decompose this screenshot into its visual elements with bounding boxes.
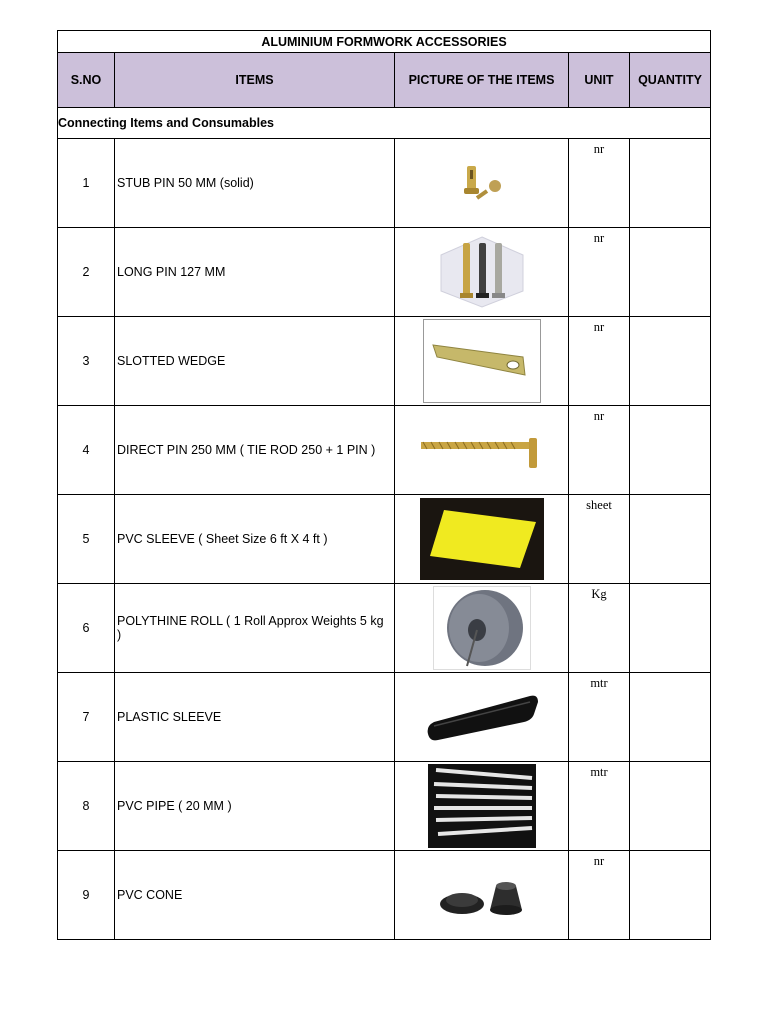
- row-unit: nr: [569, 139, 630, 228]
- section-row: [58, 108, 711, 139]
- row-picture: [395, 584, 569, 673]
- table-title: ALUMINIUM FORMWORK ACCESSORIES: [58, 31, 711, 53]
- stub-pin-photo: [447, 158, 517, 208]
- row-unit: sheet: [569, 495, 630, 584]
- row-picture: [395, 673, 569, 762]
- slotted-wedge-photo: [423, 319, 541, 403]
- row-unit: nr: [569, 851, 630, 940]
- row-item: DIRECT PIN 250 MM ( TIE ROD 250 + 1 PIN ): [115, 406, 395, 495]
- row-sno: 1: [58, 139, 115, 228]
- header-sno: S.NO: [58, 53, 115, 108]
- row-picture: [395, 317, 569, 406]
- row-quantity: [630, 495, 711, 584]
- row-unit: mtr: [569, 762, 630, 851]
- row-sno: 2: [58, 228, 115, 317]
- row-picture: [395, 495, 569, 584]
- row-quantity: [630, 139, 711, 228]
- row-item: STUB PIN 50 MM (solid): [115, 139, 395, 228]
- row-quantity: [630, 851, 711, 940]
- row-sno: 7: [58, 673, 115, 762]
- row-picture: [395, 762, 569, 851]
- table-row: [58, 762, 711, 851]
- row-sno: 4: [58, 406, 115, 495]
- row-unit: nr: [569, 228, 630, 317]
- header-picture: PICTURE OF THE ITEMS: [395, 53, 569, 108]
- row-unit: nr: [569, 317, 630, 406]
- polythene-roll-photo: [433, 586, 531, 670]
- table-row: [58, 584, 711, 673]
- header-items: ITEMS: [115, 53, 395, 108]
- row-picture: [395, 406, 569, 495]
- row-quantity: [630, 762, 711, 851]
- table-row: [58, 406, 711, 495]
- row-sno: 8: [58, 762, 115, 851]
- table-row: [58, 495, 711, 584]
- pvc-pipe-photo: [428, 764, 536, 848]
- section-title: Connecting Items and Consumables: [58, 108, 711, 139]
- row-item: PVC PIPE ( 20 MM ): [115, 762, 395, 851]
- table-title-row: [58, 31, 711, 53]
- table-row: [58, 228, 711, 317]
- table-row: [58, 139, 711, 228]
- accessories-table: [57, 30, 711, 940]
- row-quantity: [630, 317, 711, 406]
- header-quantity: QUANTITY: [630, 53, 711, 108]
- row-item: POLYTHINE ROLL ( 1 Roll Approx Weights 5 kg ): [115, 584, 395, 673]
- direct-pin-photo: [417, 428, 547, 472]
- row-picture: [395, 139, 569, 228]
- row-sno: 3: [58, 317, 115, 406]
- row-picture: [395, 228, 569, 317]
- row-unit: Kg: [569, 584, 630, 673]
- row-quantity: [630, 584, 711, 673]
- row-item: LONG PIN 127 MM: [115, 228, 395, 317]
- table-row: [58, 317, 711, 406]
- row-picture: [395, 851, 569, 940]
- table-row: [58, 851, 711, 940]
- row-unit: mtr: [569, 673, 630, 762]
- row-sno: 5: [58, 495, 115, 584]
- row-item: PVC CONE: [115, 851, 395, 940]
- row-item: SLOTTED WEDGE: [115, 317, 395, 406]
- row-sno: 9: [58, 851, 115, 940]
- header-row: [58, 53, 711, 108]
- header-unit: UNIT: [569, 53, 630, 108]
- pvc-cone-photo: [434, 870, 530, 920]
- table-row: [58, 673, 711, 762]
- row-quantity: [630, 228, 711, 317]
- row-unit: nr: [569, 406, 630, 495]
- row-quantity: [630, 673, 711, 762]
- row-item: PLASTIC SLEEVE: [115, 673, 395, 762]
- row-quantity: [630, 406, 711, 495]
- row-sno: 6: [58, 584, 115, 673]
- plastic-sleeve-photo: [422, 692, 542, 742]
- row-item: PVC SLEEVE ( Sheet Size 6 ft X 4 ft ): [115, 495, 395, 584]
- long-pin-photo: [437, 235, 527, 309]
- pvc-sheet-photo: [420, 498, 544, 580]
